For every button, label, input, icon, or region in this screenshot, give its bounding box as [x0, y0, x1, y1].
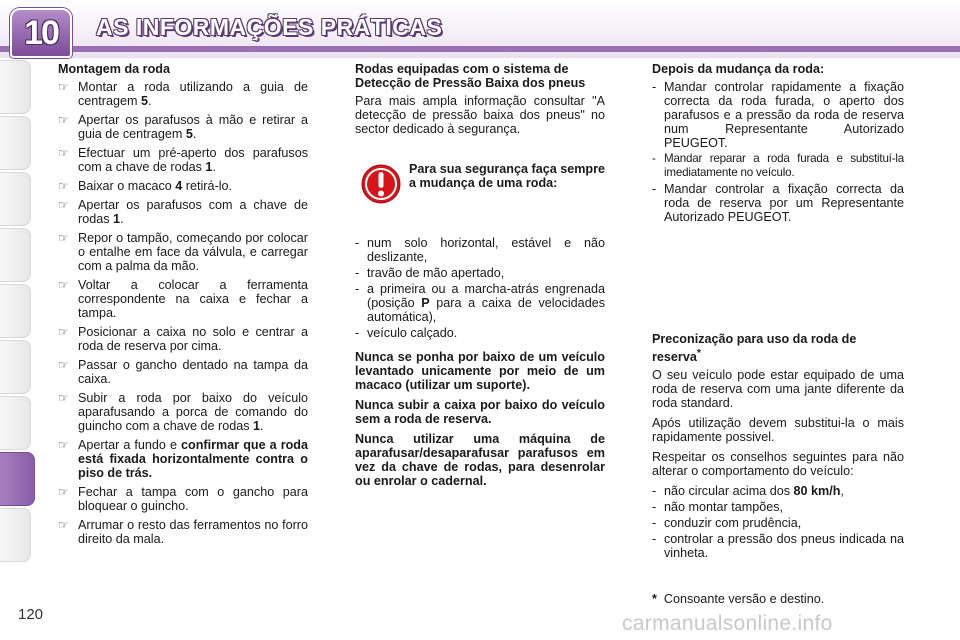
page-number: 120	[18, 606, 44, 623]
item-text: Efectuar um pré-aperto dos parafusos com a chave de rodas	[78, 146, 308, 174]
item-tail: .	[192, 127, 197, 141]
item-tail: .	[148, 94, 152, 108]
pointing-hand-icon: ☞	[58, 391, 69, 405]
chapter-tab[interactable]	[0, 508, 31, 562]
item-bold: 4	[175, 179, 183, 193]
pointing-hand-icon: ☞	[58, 146, 69, 160]
item-text: não montar tampões,	[664, 500, 784, 515]
after-change-list	[652, 80, 904, 224]
item-text: veículo calçado.	[367, 326, 458, 340]
list-item	[58, 278, 308, 320]
dash-marker: -	[652, 484, 657, 499]
warning-paragraph: Nunca utilizar uma máquina de aparafusar/desaparafusar parafusos em vez da chave de rodas, para desenrolar ou enrolar o cadernal.	[355, 432, 605, 488]
mounting-steps-list	[58, 80, 308, 546]
item-text: Fechar a tampa com o gancho para bloquear o guincho.	[78, 485, 308, 513]
list-item	[58, 325, 308, 353]
chapter-tab[interactable]	[0, 60, 31, 114]
list-item	[58, 438, 308, 480]
chapter-badge	[10, 8, 72, 58]
item-text: Apertar os parafusos com a chave de rodas	[78, 198, 308, 226]
item-bold: confirmar que a roda está fixada horizontalmente contra o piso de trás.	[78, 438, 308, 480]
item-bold: 1	[253, 419, 261, 433]
safety-warnings	[355, 350, 605, 488]
item-bold: 80 km/h	[793, 484, 841, 499]
header-rule	[0, 46, 960, 52]
pointing-hand-icon: ☞	[58, 231, 69, 245]
item-tail: .	[120, 212, 124, 226]
item-bold: 5	[141, 94, 149, 108]
pointing-hand-icon: ☞	[58, 485, 69, 499]
item-text: Baixar o macaco	[78, 179, 176, 193]
page-title: AS INFORMAÇÕES PRÁTICAS	[96, 14, 443, 40]
item-text: num solo horizontal, estável e não deslizante,	[367, 236, 605, 264]
dash-marker: -	[652, 80, 657, 94]
item-text: Apertar a fundo e	[78, 438, 182, 452]
column-wheel-mounting	[58, 62, 308, 551]
dash-marker: -	[652, 532, 657, 547]
pointing-hand-icon: ☞	[58, 179, 69, 193]
list-item	[58, 146, 308, 174]
item-text: Passar o gancho dentado na tampa da caixa.	[78, 358, 308, 386]
list-item	[652, 516, 904, 530]
spacer	[652, 234, 904, 332]
list-item	[355, 236, 605, 264]
item-tail: ,	[840, 484, 844, 499]
item-text: Voltar a colocar a ferramenta correspondente na caixa e fechar a tampa.	[78, 278, 308, 320]
list-item	[58, 231, 308, 273]
reserve-paragraphs	[652, 368, 904, 478]
item-text: a primeira ou a marcha-atrás engrenada (posição	[367, 282, 605, 310]
dash-marker: -	[652, 152, 656, 165]
item-text: Repor o tampão, começando por colocar o entalhe em face da válvula, e carregar com a palma da mão.	[78, 231, 308, 273]
dash-marker: -	[355, 326, 360, 340]
item-text: travão de mão apertado,	[367, 266, 505, 280]
item-text: não circular acima dos	[664, 484, 794, 499]
list-item	[58, 485, 308, 513]
footnote-mark: *	[652, 592, 657, 606]
watermark: carmanualsonline.info	[622, 612, 833, 635]
paragraph: O seu veículo pode estar equipado de uma roda de reserva com uma jante diferente da roda standard.	[652, 368, 904, 411]
warning-exclamation-icon	[361, 164, 401, 204]
item-bold: 5	[185, 127, 193, 141]
item-text: Posicionar a caixa no solo e centrar a roda de reserva por cima.	[78, 325, 308, 353]
dash-marker: -	[652, 182, 657, 196]
chapter-tab[interactable]	[0, 172, 31, 226]
item-tail: para a caixa de velocidades automática),	[367, 296, 605, 324]
reserve-heading: Preconização para uso da roda de reserva*	[652, 332, 857, 365]
intro-paragraph: Para mais ampla informação consultar "A detecção de pressão baixa dos pneus" no sector dedicado à segurança.	[355, 94, 605, 136]
item-text: Arrumar o resto das ferramentos no forro direito da mala.	[78, 518, 308, 546]
list-item	[355, 266, 605, 280]
item-tail: .	[212, 160, 216, 174]
list-item	[652, 500, 904, 514]
item-text: conduzir com prudência,	[664, 516, 802, 531]
list-item	[652, 532, 904, 560]
item-text: Mandar controlar a fixação correcta da roda de reserva por um Representante Autorizado PEUGEOT.	[664, 182, 904, 224]
column-after-change	[652, 62, 904, 570]
advice-list	[652, 484, 904, 560]
dash-marker: -	[355, 282, 360, 296]
safety-warning-box	[355, 162, 605, 226]
list-item	[58, 198, 308, 226]
chapter-tab[interactable]	[0, 284, 31, 338]
chapter-tabs	[0, 60, 32, 580]
item-text: Apertar os parafusos à mão e retirar a guia de centragem	[78, 113, 308, 141]
list-item	[58, 358, 308, 386]
pointing-hand-icon: ☞	[58, 113, 69, 127]
dash-marker: -	[652, 500, 657, 515]
pointing-hand-icon: ☞	[58, 198, 69, 212]
list-item	[58, 391, 308, 433]
warning-paragraph: Nunca subir a caixa por baixo do veículo sem a roda de reserva.	[355, 398, 605, 426]
footnote-text: Consoante versão e destino.	[663, 592, 825, 606]
list-item	[58, 113, 308, 141]
pointing-hand-icon: ☞	[58, 518, 69, 532]
section-heading: Rodas equipadas com o sistema de Detecção de Pressão Baixa dos pneus	[355, 62, 586, 90]
list-item	[652, 152, 904, 180]
item-text: controlar a pressão dos pneus indicada na vinheta.	[664, 532, 904, 561]
list-item	[58, 179, 308, 193]
pointing-hand-icon: ☞	[58, 438, 69, 452]
item-text: Subir a roda por baixo do veículo aparafusando a porca de comando do guincho com a chave de rodas	[78, 391, 308, 433]
footnote	[652, 592, 824, 606]
warning-paragraph: Nunca se ponha por baixo de um veículo levantado unicamente por meio de um macaco (utilizar um suporte).	[355, 350, 605, 392]
chapter-tab[interactable]	[0, 116, 31, 170]
page-header	[0, 0, 960, 58]
pointing-hand-icon: ☞	[58, 278, 69, 292]
chapter-tab[interactable]	[0, 340, 31, 394]
paragraph: Respeitar os conselhos seguintes para não alterar o comportamento do veículo:	[652, 450, 904, 479]
pointing-hand-icon: ☞	[58, 325, 69, 339]
list-item	[652, 182, 904, 224]
dash-marker: -	[652, 516, 657, 531]
item-text: Montar a roda utilizando a guia de centragem	[78, 80, 308, 108]
chapter-tab[interactable]	[0, 396, 31, 450]
item-text: Mandar reparar a roda furada e substituí-la imediatamente no veículo.	[664, 152, 904, 179]
column-pressure-detection	[355, 62, 605, 494]
list-item	[58, 80, 308, 108]
item-tail: .	[260, 419, 264, 433]
chapter-tab-active[interactable]	[0, 452, 35, 506]
list-item	[355, 282, 605, 324]
section-heading: Montagem da roda	[58, 62, 170, 76]
safety-conditions-list	[355, 236, 605, 340]
paragraph: Após utilização devem substitui-la o mais rapidamente possivel.	[652, 416, 904, 445]
chapter-tab[interactable]	[0, 228, 31, 282]
list-item	[58, 518, 308, 546]
item-bold: P	[421, 296, 430, 310]
section-heading: Depois da mudança da roda:	[652, 62, 825, 76]
pointing-hand-icon: ☞	[58, 358, 69, 372]
item-text: Mandar controlar rapidamente a fixação correcta da roda furada, o aperto dos parafusos e a pressão da roda de reserva num Representante Autorizado PEUGEOT.	[664, 80, 904, 150]
chapter-number: 10	[24, 14, 58, 52]
warning-title: Para sua segurança faça sempre a mudança de uma roda:	[409, 162, 606, 190]
pointing-hand-icon: ☞	[58, 80, 69, 94]
list-item	[355, 326, 605, 340]
list-item	[652, 484, 904, 498]
item-tail: retirá-lo.	[182, 179, 232, 193]
dash-marker: -	[355, 266, 360, 280]
item-bold: 1	[113, 212, 121, 226]
list-item	[652, 80, 904, 150]
item-bold: 1	[205, 160, 213, 174]
dash-marker: -	[355, 236, 360, 250]
